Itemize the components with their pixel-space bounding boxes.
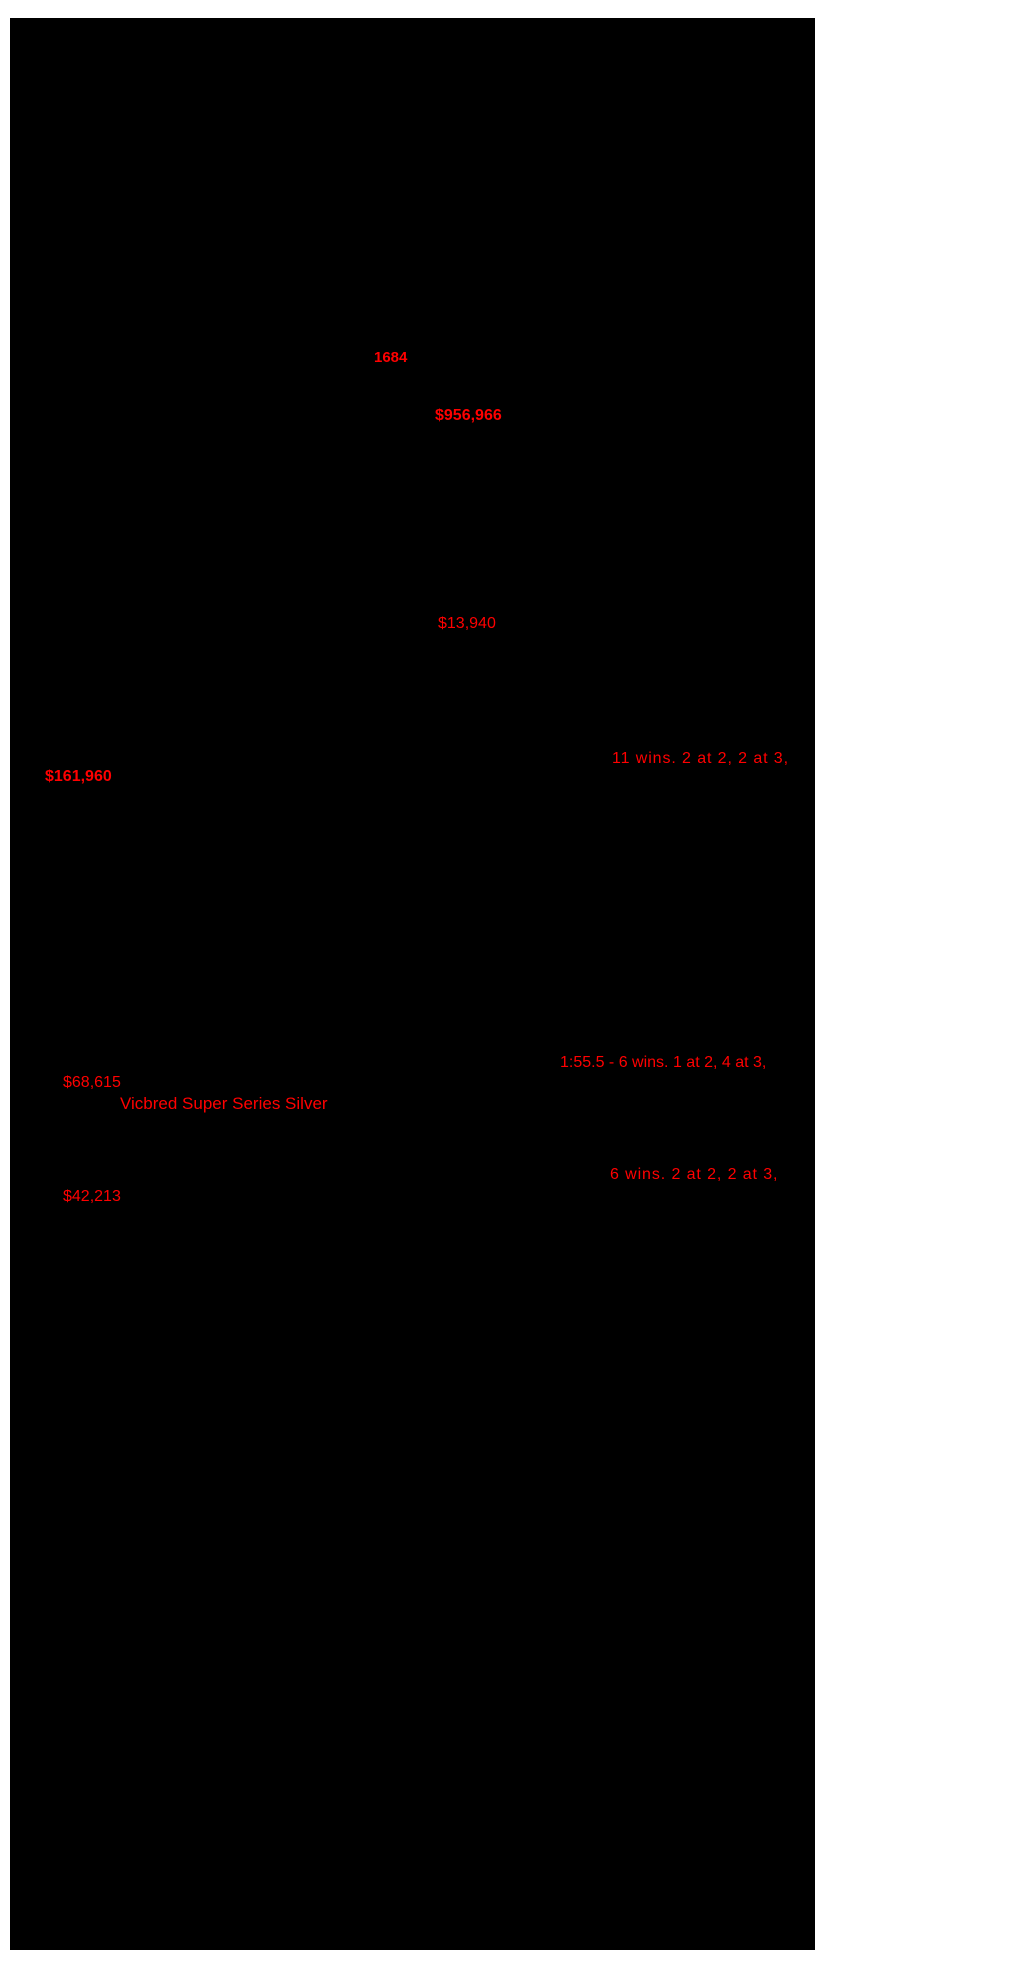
annotation-earnings-42213: $42,213: [63, 1188, 121, 1205]
annotation-earnings-13940: $13,940: [438, 615, 496, 632]
annotation-record-11-wins: 11 wins. 2 at 2, 2 at 3,: [612, 750, 789, 767]
annotation-earnings-68615: $68,615: [63, 1074, 121, 1091]
annotation-record-6-wins: 6 wins. 2 at 2, 2 at 3,: [610, 1166, 779, 1183]
document-page: [10, 18, 815, 1950]
annotation-race-vicbred-super-series-silver: Vicbred Super Series Silver: [120, 1094, 328, 1113]
annotation-earnings-161960: $161,960: [45, 768, 112, 785]
annotation-earnings-956966: $956,966: [435, 407, 502, 424]
annotation-record-1555-6-wins: 1:55.5 - 6 wins. 1 at 2, 4 at 3,: [560, 1054, 767, 1071]
annotation-count-1684: 1684: [374, 349, 408, 366]
